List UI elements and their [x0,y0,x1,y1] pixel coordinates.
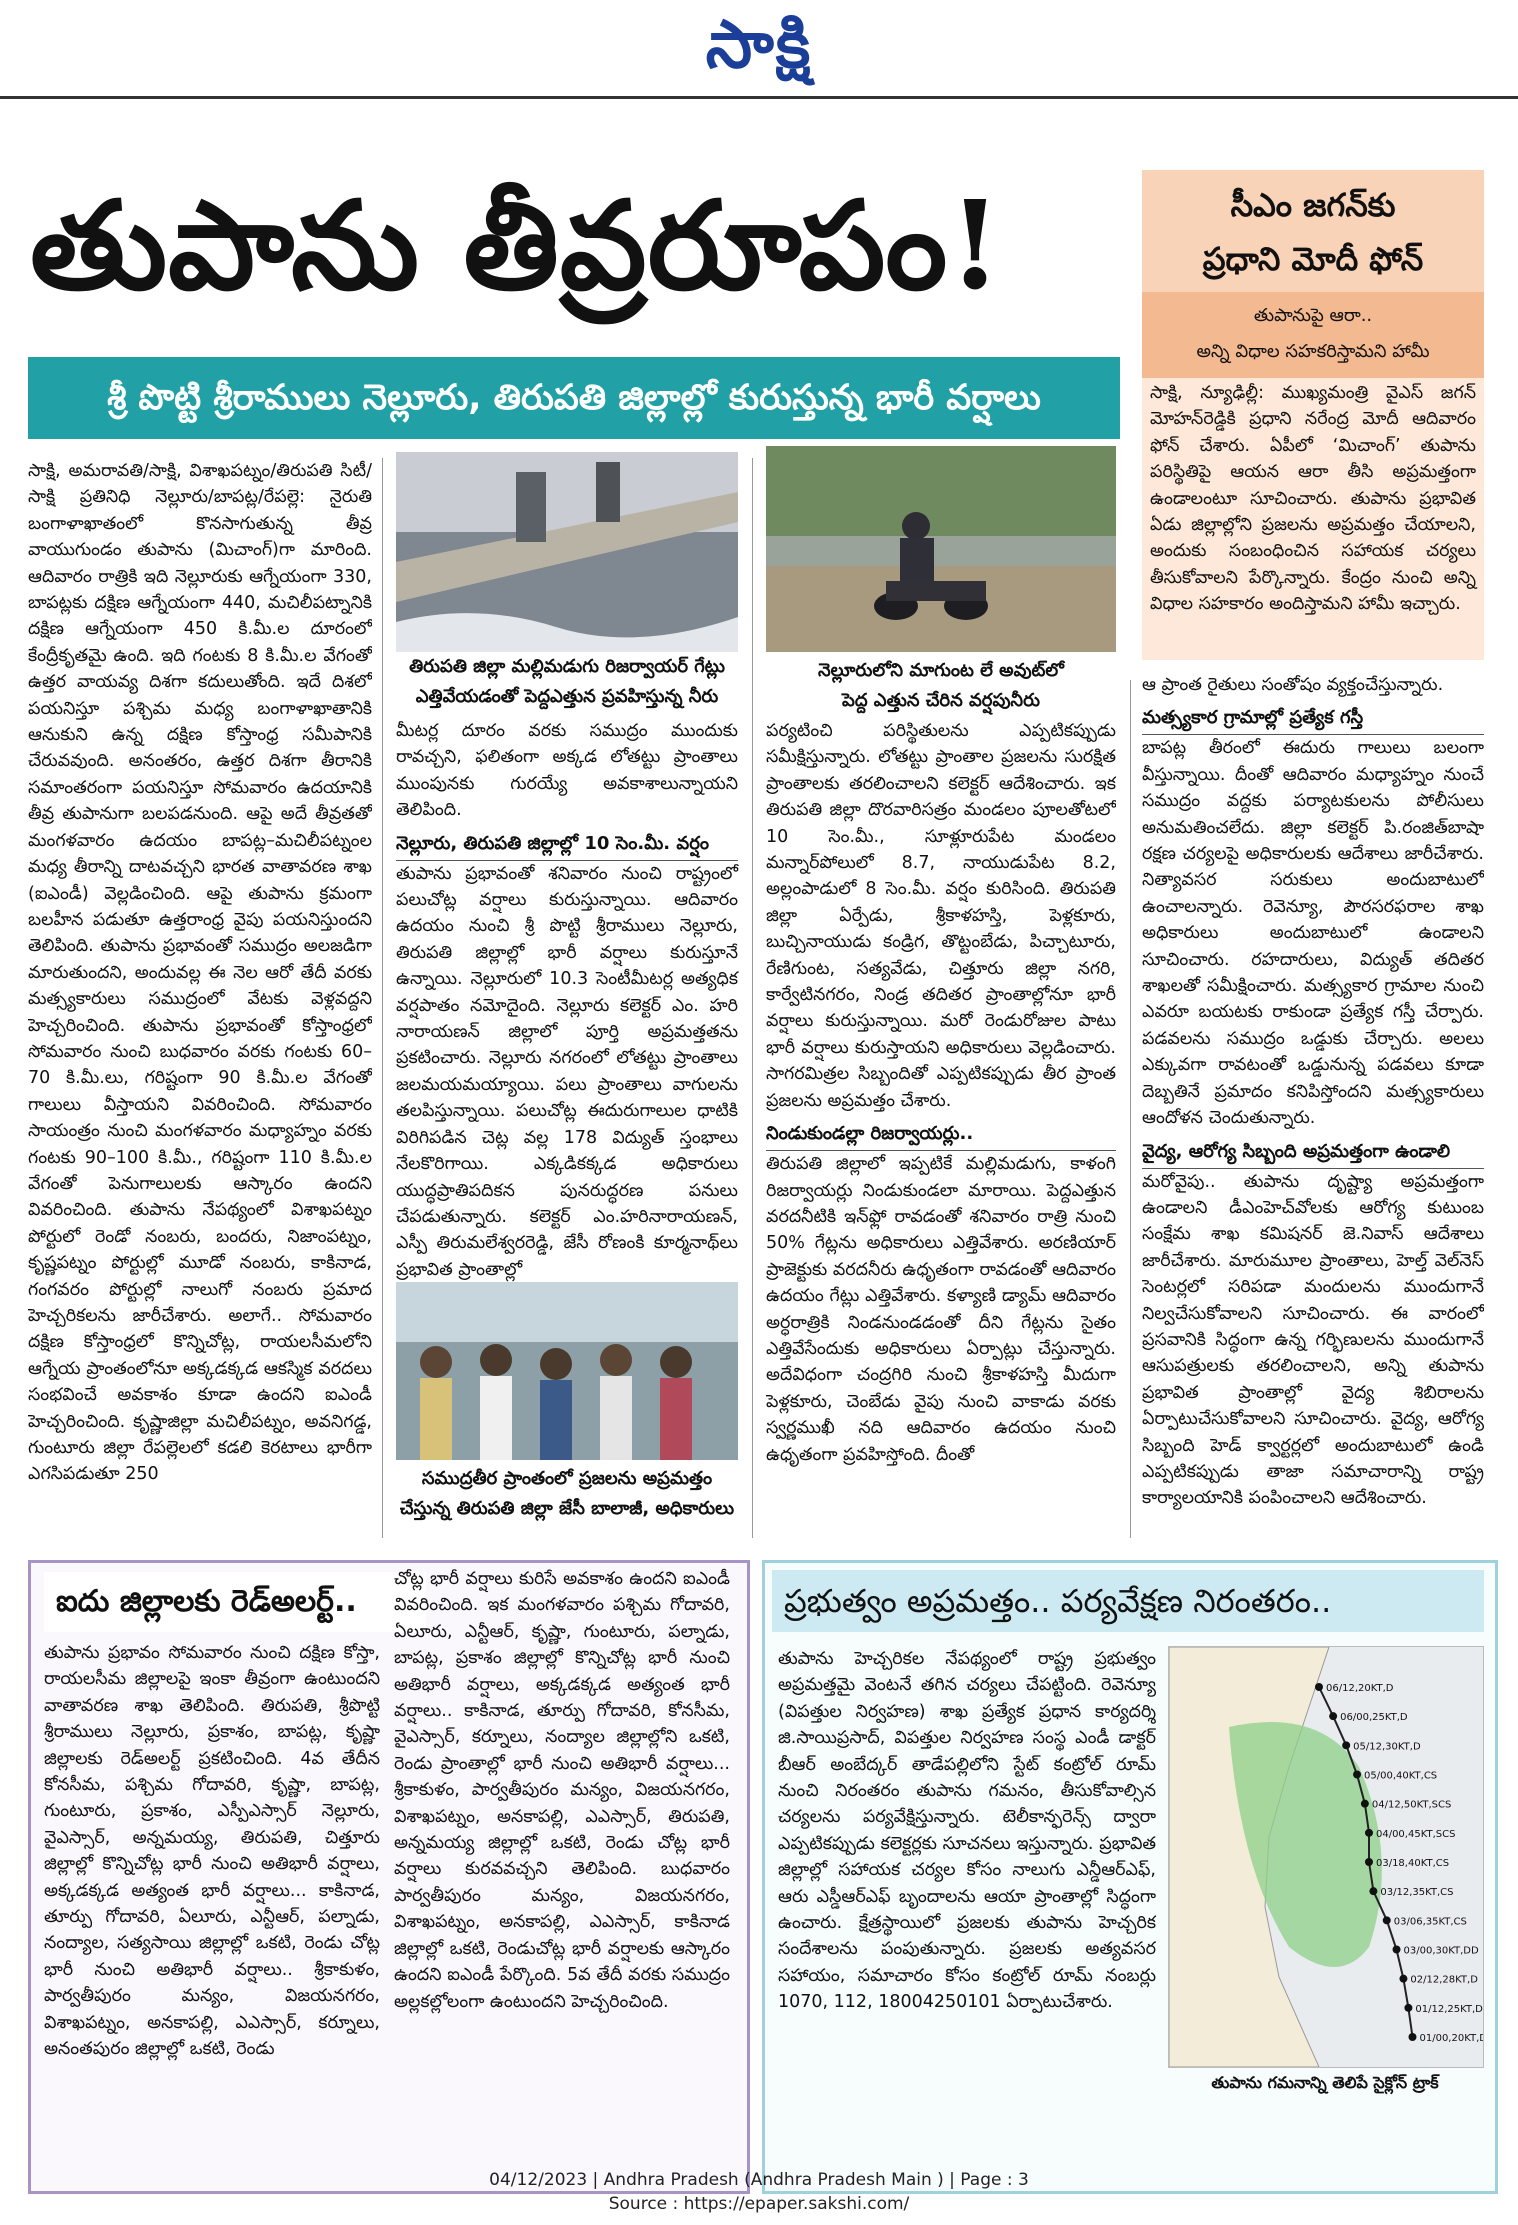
column-divider [1130,680,1131,1538]
sidebar-sub-line2: అన్ని విధాల సహకరిస్తామని హామీ [1196,341,1430,362]
track-point [1365,1829,1373,1837]
red-alert-col1-text: తుపాను ప్రభావం సోమవారం నుంచి దక్షిణ కోస్తా, రాయలసీమ జిల్లాలపై ఇంకా తీవ్రంగా ఉంటుందని వాతావరణ శాఖ తెలిపింది. తిరుపతి, శ్రీపొట్టి శ్రీరాములు నెల్లూరు, ప్రకాశం, బాపట్ల, కృష్ణా జిల్లాలకు రెడ్‌అలర్ట్ ప్రకటించింది. 4వ తేదీన కోనసీమ, పశ్చిమ గోదావరి, కృష్ణా, బాపట్ల, గుంటూరు, ప్రకాశం, ఎస్పీఎస్సార్ నెల్లూరు, వైఎస్సార్, అన్నమయ్య, తిరుపతి, చిత్తూరు జిల్లాల్లో కొన్నిచోట్ల భారీ నుంచి అతిభారీ వర్షాలు, అక్కడక్కడ అత్యంత భారీ వర్షాలు... కాకినాడ, తూర్పు గోదావరి, ఏలూరు, ఎన్టీఆర్, పల్నాడు, నంద్యాల, సత్యసాయి జిల్లాల్లో ఒకటి, రెండు చోట్ల భారీ నుంచి అతిభారీ వర్షాలు.. శ్రీకాకుళం, పార్వతీపురం మన్యం, విజయనగరం, విశాఖపట్నం, అనకాపల్లి, ఎఎస్సార్, కర్నూలు, అనంతపురం జిల్లాల్లో ఒకటి, రెండు [44,1643,380,2060]
track-point [1408,2033,1416,2041]
masthead [0,0,1518,90]
flooded-street-photo [766,446,1116,652]
track-point [1342,1741,1350,1749]
fishermen-subhead: మత్స్యకార గ్రామాల్లో ప్రత్యేక గస్తీ [1142,702,1484,735]
track-point-label: 04/00,45KT,SCS [1375,1828,1456,1840]
reservoir-photo-caption [392,652,742,712]
reservoirs-subhead: నిండుకుండల్లా రిజర్వాయర్లు.. [766,1118,1116,1151]
health-subhead: వైద్య, ఆరోగ్య సిబ్బంది అప్రమత్తంగా ఉండాలి [1142,1136,1484,1169]
article-col1-text: సాక్షి, అమరావతి/సాక్షి, విశాఖపట్నం/తిరుపతి సిటీ/సాక్షి ప్రతినిధి నెల్లూరు/బాపట్ల/రేపల్లె: నైరుతి బంగాళాఖాతంలో కొనసాగుతున్న తీవ్ర వాయుగుండం తుపాను (మిచాంగ్)గా మారింది. ఆదివారం రాత్రికి ఇది నెల్లూరుకు ఆగ్నేయంగా 330, బాపట్లకు దక్షిణ ఆగ్నేయంగా 440, మచిలీపట్నానికి దక్షిణ ఆగ్నేయంగా 450 కి.మీ.ల దూరంలో కేంద్రీకృతమై ఉంది. ఇది గంటకు 8 కి.మీ.ల వేగంతో ఉత్తర వాయవ్య దిశగా కదులుతోంది. ఇదే దిశలో పయనిస్తూ పశ్చిమ మధ్య బంగాళాఖాతానికి ఆనుకుని ఉన్న దక్షిణ కోస్తాంధ్ర సమీపానికి చేరువవుంది. అనంతరం, ఉత్తర దిశగా తీరానికి సమాంతరంగా పయనిస్తూ సోమవారం ఉదయానికి తీవ్ర తుపానుగా బలపడనుంది. ఆపై అదే తీవ్రతతో మంగళవారం ఉదయం బాపట్ల–మచిలీపట్నంల మధ్య తీరాన్ని దాటవచ్చని భారత వాతావరణ శాఖ (ఐఎండీ) వెల్లడించింది. ఆపై తుపాను క్రమంగా బలహీన పడుతూ ఉత్తరాంధ్ర వైపు పయనిస్తుందని తెలిపింది. తుపాను ప్రభావంతో సముద్రం అలజడిగా మారుతుందని, అందువల్ల ఈ నెల ఆరో తేదీ వరకు మత్స్యకారులు సముద్రంలో వేటకు వెళ్లవద్దని హెచ్చరించింది. తుపాను ప్రభావంతో కోస్తాంధ్రలో సోమవారం నుంచి బుధవారం వరకు గంటకు 60–70 కి.మీ.లు, గరిష్టంగా 90 కి.మీ.ల వేగంతో గాలులు వీస్తాయని వివరించింది. సోమవారం సాయంత్రం నుంచి మంగళవారం మధ్యాహ్నం వరకు గంటకు 90–100 కి.మీ., గరిష్టంగా 110 కి.మీ.ల వేగంతో పెనుగాలులకు ఆస్కారం ఉందని వివరించింది. తుపాను నేపథ్యంలో విశాఖపట్నం పోర్టులో రెండో నంబరు, బందరు, నిజాంపట్నం, కృష్ణపట్నం పోర్టుల్లో మూడో నంబరు, కాకినాడ, గంగవరం పోర్టుల్లో నాలుగో నంబరు ప్రమాద హెచ్చరికలను జారీచేశారు. అలాగే.. సోమవారం దక్షిణ కోస్తాంధ్రలో కొన్నిచోట్ల, రాయలసీమలోని ఆగ్నేయ ప్రాంతంలోనూ అక్కడక్కడ ఆకస్మిక వరదలు సంభవించే అవకాశం కూడా ఉందని ఐఎండీ హెచ్చరించింది. కృష్ణాజిల్లా మచిలీపట్నం, అవనిగడ్డ, గుంటూరు జిల్లా రేపల్లెలలో కడలి కెరటాలు భారీగా ఎగసిపడుతూ 250 [28,461,372,1485]
cyclone-track-svg [1169,1647,1483,2067]
masthead-rule [0,96,1518,99]
track-point [1393,1946,1401,1954]
sidebar-body: సాక్షి, న్యూఢిల్లీ: ముఖ్యమంత్రి వైఎస్ జగన్ మోహన్‌రెడ్డికి ప్రధాని నరేంద్ర మోదీ ఆదివారం ఫోన్ చేశారు. ఏపీలో ‘మిచాంగ్’ తుపాను పరిస్థితిపై ఆయన ఆరా తీసి అప్రమత్తంగా ఉండాలంటూ సూచించారు. తుపాను ప్రభావిత ఏడు జిల్లాల్లోని ప్రజలను అప్రమత్తం చేయాలని, అందుకు సంబంధించిన సహాయక చర్యలు తీసుకోవాలని పేర్కొన్నారు. కేంద్రం నుంచి అన్ని విధాల సహకారం అందిస్తామని హామీ ఇచ్చారు. [1150,383,1476,615]
track-point [1369,1887,1377,1895]
red-alert-title: ఐదు జిల్లాలకు రెడ్‌అలర్ట్.. [44,1572,426,1632]
flooded-caption-line2: పెద్ద ఎత్తున చేరిన వర్షపునీరు [842,690,1040,711]
article-column-2 [396,718,738,1287]
track-point [1361,1800,1369,1808]
flooded-caption-line1: నెల్లూరులోని మాగుంట లే అవుట్‌లో [818,660,1064,681]
track-point [1329,1712,1337,1720]
red-alert-col2-text: చోట్ల భారీ వర్షాలు కురిసే అవకాశం ఉందని ఐఎండీ వివరించింది. ఇక మంగళవారం పశ్చిమ గోదావరి, ఏలూరు, ఎన్టీఆర్, కృష్ణా, గుంటూరు, పల్నాడు, బాపట్ల, ప్రకాశం జిల్లాల్లో కొన్నిచోట్ల భారీ నుంచి అతిభారీ వర్షాలు, అక్కడక్కడ అత్యంత భారీ వర్షాలు.. కాకినాడ, తూర్పు గోదావరి, కోనసీమ, వైఎస్సార్, కర్నూలు, నంద్యాల జిల్లాల్లోని ఒకటి, రెండు ప్రాంతాల్లో భారీ నుంచి అతిభారీ వర్షాలు... శ్రీకాకుళం, పార్వతీపురం మన్యం, విజయనగరం, విశాఖపట్నం, అనకాపల్లి, ఎఎస్సార్, తిరుపతి, అన్నమయ్య జిల్లాల్లో ఒకటి, రెండు చోట్ల భారీ వర్షాలు కురవవచ్చని తెలిపింది. బుధవారం పార్వతీపురం మన్యం, విజయనగరం, విశాఖపట్నం, అనకాపల్లి, ఎఎస్సార్, కాకినాడ జిల్లాల్లో ఒకటి, రెండుచోట్ల భారీ వర్షాలకు ఆస్కారం ఉందని ఐఎండీ పేర్కొంది. 5వ తేదీ వరకు సముద్రం అల్లకల్లోలంగా ఉంటుందని హెచ్చరించింది. [394,1569,730,2012]
article-column-3 [766,718,1116,1538]
article-col4-intro: ఆ ప్రాంత రైతులు సంతోషం వ్యక్తంచేస్తున్నారు. [1142,675,1444,695]
column-divider [382,458,383,1538]
article-col4-body2: మరోవైపు.. తుపాను దృష్ట్యా అప్రమత్తంగా ఉండాలని డీఎంహెచ్‌వోలకు ఆరోగ్య కుటుంబ సంక్షేమ శాఖ కమిషనర్ జె.నివాస్ ఆదేశాలు జారీచేశారు. మారుమూల ప్రాంతాలు, హెల్త్ వెల్‌నెస్ సెంటర్లలో సరిపడా మందులను ముందుగానే నిల్వచేసుకోవాలని సూచించారు. ఈ వారంలో ప్రసవానికి సిద్ధంగా ఉన్న గర్భిణులను ముందుగానే ఆసుపత్రులకు తరలించాలని, అన్ని తుపాను ప్రభావిత ప్రాంతాల్లో వైద్య శిబిరాలను ఏర్పాటుచేసుకోవాలని సూచించారు. వైద్య, ఆరోగ్య సిబ్బంది హెడ్ క్వార్టర్లలో అందుబాటులో ఉండి ఎప్పటికప్పుడు తాజా సమాచారాన్ని రాష్ట్ర కార్యాలయానికి పంపించాలని ఆదేశించారు. [1142,1171,1484,1509]
track-point-label: 03/00,30KT,DD [1403,1945,1479,1957]
government-alert-text-block [778,1646,1156,2176]
track-point [1399,1975,1407,1983]
column-divider [752,458,753,1538]
track-point-label: 01/12,25KT,D [1415,2003,1483,2015]
page-footer [0,2168,1518,2216]
track-point-label: 01/00,20KT,D [1419,2033,1483,2044]
track-point-label: 06/00,25KT,D [1340,1712,1408,1724]
officials-photo [396,1282,738,1460]
reservoir-photo [396,452,738,652]
sidebar-sub-line1: తుపానుపై ఆరా.. [1253,305,1373,326]
sidebar-headline-line1: సీఎం జగన్‌కు [1230,186,1396,224]
track-point [1315,1683,1323,1691]
sidebar-headline [1142,170,1484,300]
track-point-label: 03/06,35KT,CS [1393,1916,1467,1928]
article-column-1 [28,458,372,1538]
article-column-4 [1142,672,1484,1538]
red-alert-col2 [394,1566,730,2178]
track-point [1383,1916,1391,1924]
red-alert-col1 [44,1640,380,2178]
cyclone-track-caption: తుపాను గమనాన్ని తెలిపే సైక్లోన్ ట్రాక్ [1211,2073,1439,2092]
footer-dateline: 04/12/2023 | Andhra Pradesh (Andhra Pradesh Main ) | Page : 3 [489,2170,1029,2190]
track-point [1353,1771,1361,1779]
sidebar-headline-line2: ప్రధాని మోదీ ఫోన్ [1202,240,1424,278]
officials-caption-line2: చేస్తున్న తిరుపతి జిల్లా జేసీ బాలాజీ, అధికారులు [399,1498,735,1519]
cyclone-track-map [1168,1646,1484,2068]
officials-caption-line1: సముద్రతీర ప్రాంతంలో ప్రజలను అప్రమత్తం [421,1468,713,1489]
flooded-street-caption [762,656,1120,716]
rainfall-subhead: నెల్లూరు, తిరుపతి జిల్లాల్లో 10 సెం.మీ. వర్షం [396,828,738,861]
sidebar-subheadline [1142,292,1484,378]
article-col2-intro: మీటర్ల దూరం వరకు సముద్రం ముందుకు రావచ్చని, ఫలితంగా అక్కడ లోతట్టు ప్రాంతాలు ముంపునకు గురయ్యే అవకాశాలున్నాయని తెలిపింది. [396,721,738,821]
track-point-label: 03/12,35KT,CS [1380,1887,1454,1899]
track-point-label: 04/12,50KT,SCS [1371,1799,1452,1811]
article-col3-body: తిరుపతి జిల్లాలో ఇప్పటికే మల్లిమడుగు, కాళంగి రిజర్వాయర్లు నిండుకుండలా మారాయి. పెద్దఎత్తున వరదనీటికి ఇన్‌ఫ్లో రావడంతో శనివారం రాత్రి నుంచి 50% గేట్లను అధికారులు ఎత్తివేశారు. అరణియార్ ప్రాజెక్టుకు వరదనీరు ఉధృతంగా రావడంతో ఆదివారం ఉదయం గేట్లు ఎత్తివేశారు. కళ్యాణి డ్యామ్ ఆదివారం అర్ధరాత్రికి నిండనుండడంతో దీని గేట్లను సైతం ఎత్తివేసేందుకు అధికారులు ఏర్పాట్లు చేస్తున్నారు. అదేవిధంగా చంద్రగిరి నుంచి శ్రీకాళహస్తి మీదుగా పెళ్లకూరు, చెంబేడు వైపు నుంచి వాకాడు వరకు స్వర్ణముఖీ నది ఆదివారం ఉదయం నుంచి ఉధృతంగా ప్రవహిస్తోంది. దీంతో [766,1154,1116,1465]
track-point-label: 03/18,40KT,CS [1375,1858,1450,1869]
footer-source: Source : https://epaper.sakshi.com/ [608,2194,910,2214]
article-col2-body: తుపాను ప్రభావంతో శనివారం నుంచి రాష్ట్రంలో పలుచోట్ల వర్షాలు కురుస్తున్నాయి. ఆదివారం ఉదయం నుంచి శ్రీ పొట్టి శ్రీరాములు నెల్లూరు, తిరుపతి జిల్లాల్లో భారీ వర్షాలు కురుస్తూనే ఉన్నాయి. నెల్లూరులో 10.3 సెంటీమీటర్ల అత్యధిక వర్షపాతం నమోదైంది. నెల్లూరు కలెక్టర్ ఎం. హరి నారాయణన్ జిల్లాలో పూర్తి అప్రమత్తతను ప్రకటించారు. నెల్లూరు నగరంలో లోతట్టు ప్రాంతాలు జలమయమయ్యాయి. పలు ప్రాంతాలు వాగులను తలపిస్తున్నాయి. పలుచోట్ల ఈదురుగాలుల ధాటికి విరిగిపడిన చెట్ల వల్ల 178 విద్యుత్ స్తంభాలు నేలకొరిగాయి. ఎక్కడికక్కడ అధికారులు యుద్ధప్రాతిపదికన పునరుద్ధరణ పనులు చేపడుతున్నారు. కలెక్టర్ ఎం.హరినారాయణన్, ఎస్పీ తిరుమలేశ్వరరెడ్డి, జేసీ రోణంకి కూర్మనాథ్‌లు ప్రభావిత ప్రాంతాల్లో [396,863,738,1280]
track-point-label: 02/12,28KT,D [1410,1974,1478,1986]
sub-banner: శ్రీ పొట్టి శ్రీరాములు నెల్లూరు, తిరుపతి జిల్లాల్లో కురుస్తున్న భారీ వర్షాలు [28,357,1120,439]
reservoir-caption-line2: ఎత్తివేయడంతో పెద్దఎత్తున ప్రవహిస్తున్న నీరు [415,686,719,707]
article-col4-body1: బాపట్ల తీరంలో ఈదురు గాలులు బలంగా వీస్తున్నాయి. దీంతో ఆదివారం మధ్యాహ్నం నుంచే సముద్రం వద్దకు పర్యాటకులను పోలీసులు అనుమతించలేదు. జిల్లా కలెక్టర్ పి.రంజిత్‌బాషా రక్షణ చర్యలపై అధికారులకు ఆదేశాలు జారీచేశారు. నిత్యావసర సరుకులు అందుబాటులో ఉంచాలన్నారు. రెవెన్యూ, పౌరసరఫరాల శాఖ అధికారులు అందుబాటులో ఉండాలని సూచించారు. రహదారులు, విద్యుత్ తదితర శాఖలతో సమీక్షించారు. మత్స్యకార గ్రామాల నుంచి ఎవరూ బయటకు రాకుండా ప్రత్యేక గస్తీ చేర్పారు. పడవలను సముద్రం ఒడ్డుకు చేర్చారు. అలలు ఎక్కువగా రావటంతో ఒడ్డునున్న పడవలు కూడా దెబ్బతినే ప్రమాదం కనిపిస్తోందని మత్స్యకారులు ఆందోళన చెందుతున్నారు. [1142,738,1484,1129]
reservoir-caption-line1: తిరుపతి జిల్లా మల్లిమడుగు రిజర్వాయర్ గేట్లు [409,656,725,677]
government-alert-title: ప్రభుత్వం అప్రమత్తం.. పర్యవేక్షణ నిరంతరం.. [772,1570,1484,1632]
track-point-label: 06/12,20KT,D [1326,1683,1394,1694]
main-headline: తుపాను తీవ్రరూపం! [30,173,1003,317]
track-point [1365,1858,1373,1866]
government-alert-text: తుపాను హెచ్చరికల నేపథ్యంలో రాష్ట్ర ప్రభుత్వం అప్రమత్తమై వెంటనే తగిన చర్యలు చేపట్టింది. రెవెన్యూ (విపత్తుల నిర్వహణ) శాఖ ప్రత్యేక ప్రధాన కార్యదర్శి జి.సాయిప్రసాద్, విపత్తుల నిర్వహణ సంస్థ ఎండీ డాక్టర్ బీఆర్ అంబేద్కర్ తాడేపల్లిలోని స్టేట్ కంట్రోల్ రూమ్ నుంచి నిరంతరం తుపాను గమనం, తీసుకోవాల్సిన చర్యలను పర్యవేక్షిస్తున్నారు. టెలీకాన్ఫరెన్స్ ద్వారా ఎప్పటికప్పుడు కలెక్టర్లకు సూచనలు ఇస్తున్నారు. ప్రభావిత జిల్లాల్లో సహాయక చర్యల కోసం నాలుగు ఎన్డీఆర్ఎఫ్, ఆరు ఎస్డీఆర్ఎఫ్ బృందాలను ఆయా ప్రాంతాల్లో సిద్ధంగా ఉంచారు. క్షేత్రస్థాయిలో ప్రజలకు తుపాను హెచ్చరిక సందేశాలను పంపుతున్నారు. ప్రజలకు అత్యవసర సహాయం, సమాచారం కోసం కంట్రోల్ రూమ్ నంబర్లు 1070, 112, 18004250101 ఏర్పాటుచేశారు. [778,1649,1156,2013]
officials-photo-caption [392,1464,742,1524]
track-point [1404,2004,1412,2012]
newspaper-logo: సాక్షి [705,6,813,83]
track-point-label: 05/00,40KT,CS [1364,1770,1438,1782]
track-point-label: 05/12,30KT,D [1353,1741,1421,1753]
article-col3-text: పర్యటించి పరిస్థితులను ఎప్పటికప్పుడు సమీక్షిస్తున్నారు. లోతట్టు ప్రాంతాల ప్రజలను సురక్షిత ప్రాంతాలకు తరలించాలని కలెక్టర్ ఆదేశించారు. ఇక తిరుపతి జిల్లా దొరవారిసత్రం మండలం పూలతోటలో 10 సెం.మీ., సూళ్లూరుపేట మండలం మన్నార్‌పోలులో 8.7, నాయుడుపేట 8.2, అల్లంపాడులో 8 సెం.మీ. వర్షం కురిసింది. తిరుపతి జిల్లా ఏర్పేడు, శ్రీకాళహస్తి, పెళ్లకూరు, బుచ్చినాయుడు కండ్రిగ, తొట్టంబేడు, పిచ్చాటూరు, రేణిగుంట, సత్యవేడు, చిత్తూరు జిల్లా నగరి, కార్వేటినగరం, నిండ్ర తదితర ప్రాంతాల్లోనూ భారీ వర్షాలు కురుస్తున్నాయి. మరో రెండురోజుల పాటు భారీ వర్షాలు కురుస్తాయని అధికారులు వెల్లడించారు. సాగరమిత్రల సిబ్బందితో ఎప్పటికప్పుడు తీర ప్రాంత ప్రజలను అప్రమత్తం చేశారు. [766,721,1116,1111]
